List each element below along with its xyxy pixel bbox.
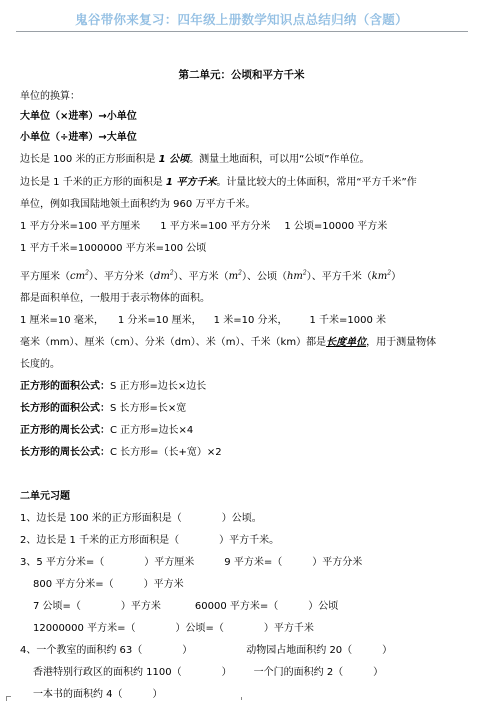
emphasis-length-unit: 长度单位 (326, 337, 367, 348)
header-rule (16, 31, 468, 32)
formula-rect-perimeter: 长方形的周长公式：C 长方形=（长+宽）×2 (20, 447, 222, 458)
crop-mark-left (6, 696, 11, 701)
formula-rect-area: 长方形的面积公式：S 长方形=长×宽 (20, 403, 187, 414)
conversion: 1 分米=10 厘米， (117, 315, 202, 326)
conversion: 1 千米=1000 米 (309, 315, 387, 326)
unit-cm2: $cm^2$ (70, 270, 89, 283)
text-span: 平方厘米（ (20, 271, 70, 283)
text-line (20, 336, 436, 350)
unit-km2: $km^2$ (371, 270, 392, 283)
conversion: 1 平方米=100 平方分米 (160, 221, 271, 232)
exercises-title: 二单元习题 (20, 491, 70, 502)
exercise-part: 3、5 平方分米=（ ）平方厘米 (20, 557, 195, 568)
exercise-item (33, 666, 383, 680)
text-span: 边长是 1 千米的正方形的面积是 (20, 177, 166, 188)
text-line: 长度的。 (20, 359, 60, 370)
rule-big-to-small: 大单位（×进率）→小单位 (20, 111, 137, 122)
unit-dm2: $dm^2$ (153, 270, 174, 283)
conversion: 1 厘米=10 毫米， (20, 315, 104, 326)
exercise-item: 2、边长是 1 千米的正方形面积是（ ）平方千米。 (20, 535, 280, 546)
text-span: 。测量土地面积，可以用“公顷”作单位。 (189, 154, 370, 165)
exercise-part: 动物园占地面积约 20（ ） (246, 645, 393, 656)
section-title: 第二单元：公顷和平方千米 (178, 69, 305, 81)
conversion-line (20, 314, 386, 328)
conversion-line (20, 220, 387, 234)
page-dot (241, 697, 242, 700)
rule-small-to-big: 小单位（÷进率）→大单位 (20, 132, 137, 143)
text-span: 边长是 100 米的正方形面积是 (20, 154, 159, 165)
units-line (20, 267, 401, 284)
formula-square-area: 正方形的面积公式：S 正方形=边长×边长 (20, 381, 207, 392)
exercise-item: 1、边长是 100 米的正方形面积是（ ）公顷。 (20, 513, 262, 524)
exercise-item: 800 平方分米=（ ）平方米 (33, 579, 184, 590)
formula-square-perimeter: 正方形的周长公式：C 正方形=边长×4 (20, 425, 194, 436)
exercise-item (20, 644, 392, 658)
text-span: 毫米（mm）、厘米（cm）、分米（dm）、米（m）、千米（km）都是 (20, 337, 327, 348)
emphasis-hectare: 1 公顷 (158, 154, 190, 165)
conversion: 1 公顷=10000 平方米 (284, 221, 388, 232)
text-span: ）、公顷（ (241, 271, 287, 283)
exercise-item (33, 600, 338, 614)
exercise-item: 一本书的面积约 4（ ） (33, 689, 163, 700)
exercise-part: 一个门的面积约 2（ ） (253, 667, 384, 678)
exercise-part: 9 平方米=（ ）平方分米 (224, 557, 363, 568)
unit-hm2: $hm^2$ (286, 270, 307, 283)
text-span: ）、平方米（ (173, 271, 229, 283)
exercise-part: 4、一个教室的面积约 63（ ） (20, 645, 193, 656)
conversion: 1 平方分米=100 平方厘米 (20, 221, 141, 232)
exercise-part: 香港特别行政区的面积约 1100（ ） (33, 667, 232, 678)
text-line (20, 153, 369, 167)
page-header: 鬼谷带你来复习：四年级上册数学知识点总结归纳（含题） (75, 12, 408, 27)
exercise-item (20, 556, 362, 570)
text-line: 都是面积单位，一般用于表示物体的面积。 (20, 293, 210, 304)
text-span: ） (391, 271, 402, 283)
text-span: 。计量比较大的土体面积，常用“平方千米”作 (216, 177, 417, 188)
exercise-part: 60000 平方米=（ ）公顷 (194, 601, 339, 612)
text-span: ）、平方千米（ (306, 271, 372, 283)
emphasis-sqkm: 1 平方千米 (165, 177, 217, 188)
text-span: ，用于测量物体 (366, 337, 437, 348)
text-line: 单位的换算： (20, 91, 80, 102)
text-line: 单位，例如我国陆地领土面积约为 960 万平方千米。 (20, 199, 256, 210)
exercise-part: 7 公顷=（ ）平方米 (33, 601, 161, 612)
conversion-line: 1 平方千米=1000000 平方米=100 公顷 (20, 243, 207, 254)
text-line (20, 176, 417, 190)
exercise-item: 12000000 平方米=（ ）公顷=（ ）平方千米 (33, 623, 314, 634)
conversion: 1 米=10 分米， (213, 315, 288, 326)
unit-m2: $m^2$ (228, 270, 242, 283)
text-span: ）、平方分米（ (88, 271, 154, 283)
